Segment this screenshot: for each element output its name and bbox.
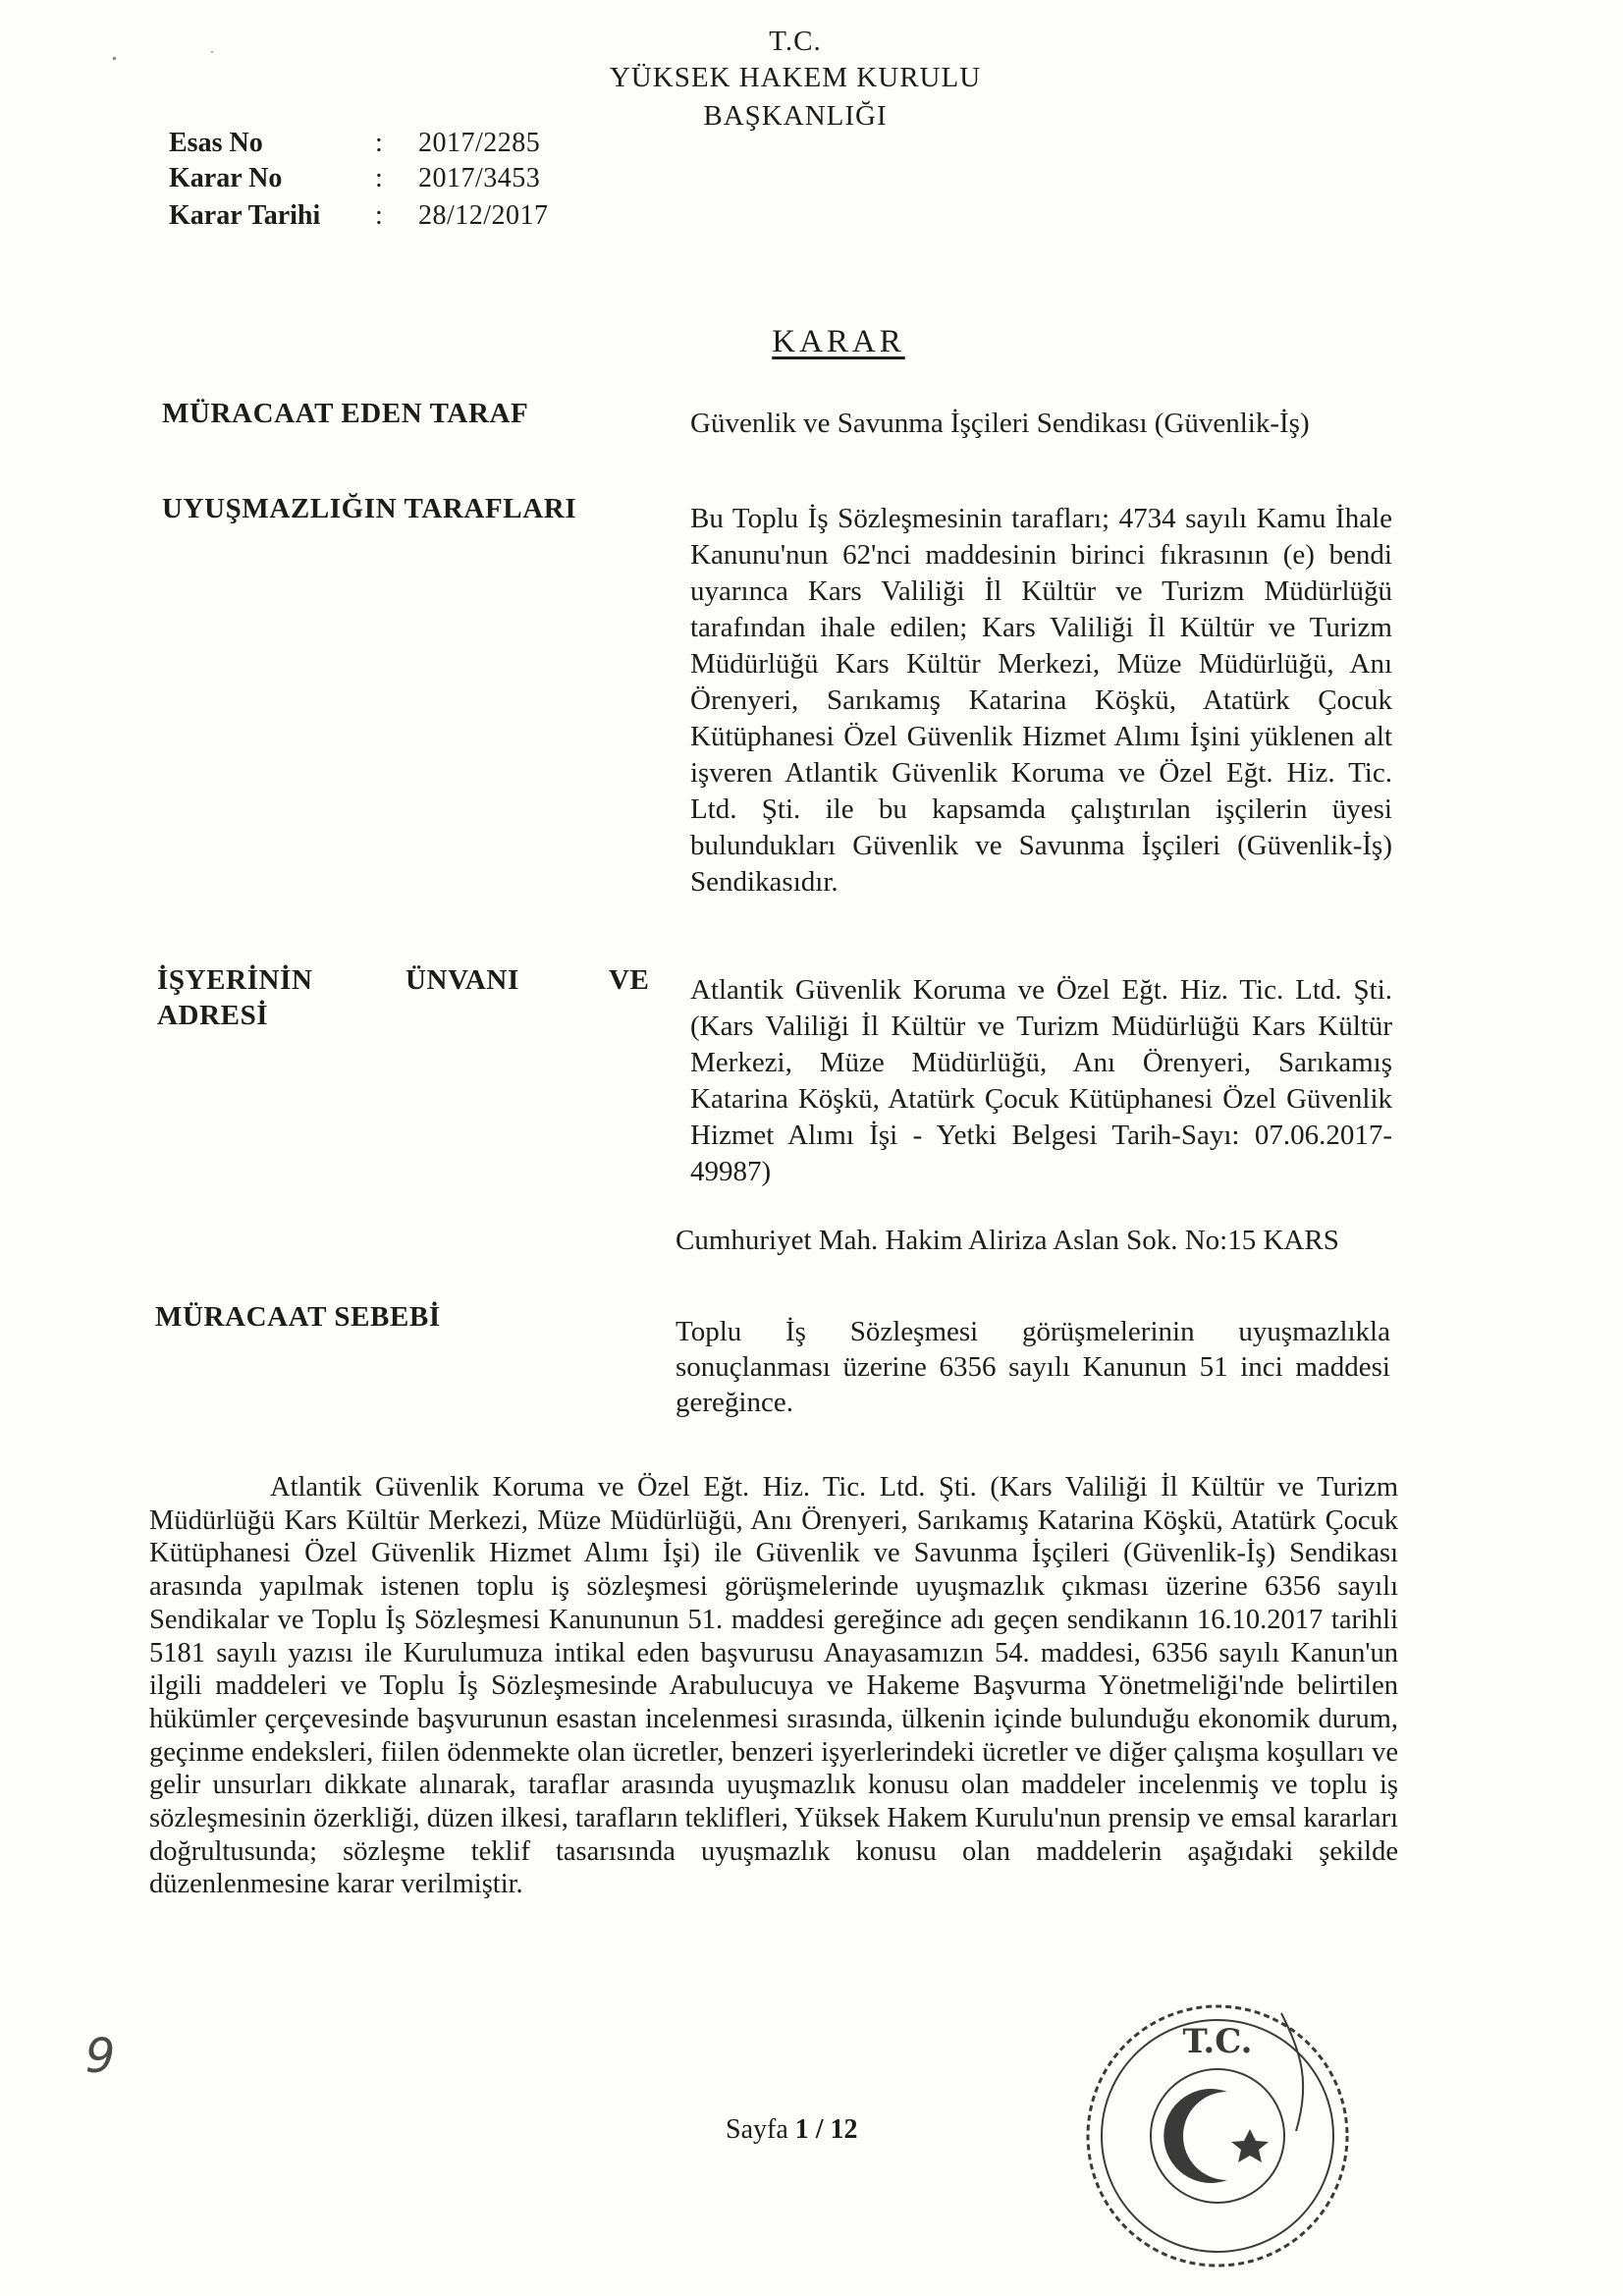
label-applicant: MÜRACAAT EDEN TARAF xyxy=(162,398,529,429)
label-workplace-a: İŞYERİNİN xyxy=(157,964,313,996)
handwritten-number: 9 xyxy=(84,2029,116,2084)
crescent-icon xyxy=(1163,2089,1227,2183)
page-number xyxy=(726,2114,922,2146)
decision-paragraph: Atlantik Güvenlik Koruma ve Özel Eğt. Hiz. Tic. Ltd. Şti. (Kars Valiliği İl Kültür ve Turizm Müdürlüğü Kars Kültür Merkezi, Müze Müdürlüğü, Anı Örenyeri, Sarıkamış Katarina Köşkü, Atatürk Çocuk Kütüphanesi Özel Güvenlik Hizmet Alımı İşi) ile Güvenlik ve Savunma İşçileri (Güvenlik-İş) Sendikası arasında yapılmak istenen toplu iş sözleşmesi görüşmelerinde uyuşmazlık çıkması üzerine 6356 sayılı Sendikalar ve Toplu İş Sözleşmesi Kanununun 51. maddesi gereğince adı geçen sendikanın 16.10.2017 tarihli 5181 sayılı yazısı ile Kurulumuza intikal eden başvurusu Anayasamızın 54. maddesi, 6356 sayılı Kanun'un ilgili maddeleri ve Toplu İş Sözleşmesinde Arabulucuya ve Hakeme Başvurma Yönetmeliği'nde belirtilen hükümler çerçevesinde başvurunun esastan incelenmesi sırasında, ülkenin içinde bulunduğu ekonomik durum, geçinme endeksleri, fiilen ödenmekte olan ücretler, benzeri işyerlerindeki ücretler ve diğer çalışma koşulları ve gelir unsurları dikkate alınarak, taraflar arasında uyuşmazlık konusu olan maddeler incelenmiş ve toplu iş sözleşmesinin özerkliği, düzen ilkesi, tarafların teklifleri, Yüksek Hakem Kurulu'nun prensip ve emsal kararları doğrultusunda; sözleşme teklif tasarısında uyuşmazlık konusu olan maddelerin aşağıdaki şekilde düzenlenmesine karar verilmiştir. xyxy=(149,1472,1398,1900)
page-current: 1 xyxy=(794,2114,809,2145)
meta-value-esas: 2017/2285 xyxy=(418,128,541,158)
text-applicant: Güvenlik ve Savunma İşçileri Sendikası (Güvenlik-İş) xyxy=(690,408,1310,439)
scan-speck xyxy=(211,51,213,53)
document-title: KARAR xyxy=(772,324,905,359)
label-parties: UYUŞMAZLIĞIN TARAFLARI xyxy=(162,493,577,524)
text-workplace: Atlantik Güvenlik Koruma ve Özel Eğt. Hiz. Tic. Ltd. Şti. (Kars Valiliği İl Kültür ve Turizm Müdürlüğü Kars Kültür Merkezi, Müze Müdürlüğü, Anı Örenyeri, Sarıkamış Katarina Köşkü, Atatürk Çocuk Kütüphanesi Özel Güvenlik Hizmet Alımı İşi - Yetki Belgesi Tarih-Sayı: 07.06.2017-49987) xyxy=(690,974,1392,1187)
star-icon xyxy=(1231,2129,1269,2162)
scan-speck xyxy=(113,57,116,60)
label-reason: MÜRACAAT SEBEBİ xyxy=(155,1301,441,1333)
header-tc: T.C. xyxy=(769,26,822,57)
meta-colon: : xyxy=(375,163,383,193)
label-workplace-b: ÜNVANI xyxy=(406,964,519,996)
meta-label-tarih: Karar Tarihi xyxy=(169,200,321,231)
label-workplace-c: VE xyxy=(609,964,650,996)
meta-value-tarih: 28/12/2017 xyxy=(418,200,549,231)
page-prefix: Sayfa xyxy=(726,2114,788,2145)
page-separator: / xyxy=(815,2114,824,2145)
page-total: 12 xyxy=(830,2114,858,2145)
header-institution: YÜKSEK HAKEM KURULU xyxy=(609,62,982,93)
meta-value-karar: 2017/3453 xyxy=(418,163,541,193)
stamp-center-text: T.C. xyxy=(1182,2022,1253,2061)
header-presidency: BAŞKANLIĞI xyxy=(703,100,888,132)
label-workplace-d: ADRESİ xyxy=(157,1000,269,1031)
handwritten-mark xyxy=(61,2023,139,2092)
text-parties: Bu Toplu İş Sözleşmesinin tarafları; 4734 sayılı Kamu İhale Kanunu'nun 62'nci maddesinin birinci fıkrasının (e) bendi uyarınca Kars Valiliği İl Kültür ve Turizm Müdürlüğü tarafından ihale edilen; Kars Valiliği İl Kültür ve Turizm Müdürlüğü Kars Kültür Merkezi, Müze Müdürlüğü, Anı Örenyeri, Sarıkamış Katarina Köşkü, Atatürk Çocuk Kütüphanesi Özel Güvenlik Hizmet Alımı İşini yüklenen alt işveren Atlantik Güvenlik Koruma ve Özel Eğt. Hiz. Tic. Ltd. Şti. ile bu kapsamda çalıştırılan işçilerin üyesi bulundukları Güvenlik ve Savunma İşçileri (Güvenlik-İş) Sendikasıdır. xyxy=(690,503,1392,898)
text-address: Cumhuriyet Mah. Hakim Aliriza Aslan Sok. No:15 KARS xyxy=(676,1225,1339,1256)
meta-colon: : xyxy=(375,200,383,231)
meta-label-karar: Karar No xyxy=(169,163,283,193)
meta-colon: : xyxy=(375,128,383,158)
text-reason: Toplu İş Sözleşmesi görüşmelerinin uyuşmazlıkla sonuçlanması üzerine 6356 sayılı Kanunun 51 inci maddesi gereğince. xyxy=(676,1316,1390,1418)
meta-label-esas: Esas No xyxy=(169,128,263,158)
official-stamp xyxy=(1075,1994,1360,2278)
